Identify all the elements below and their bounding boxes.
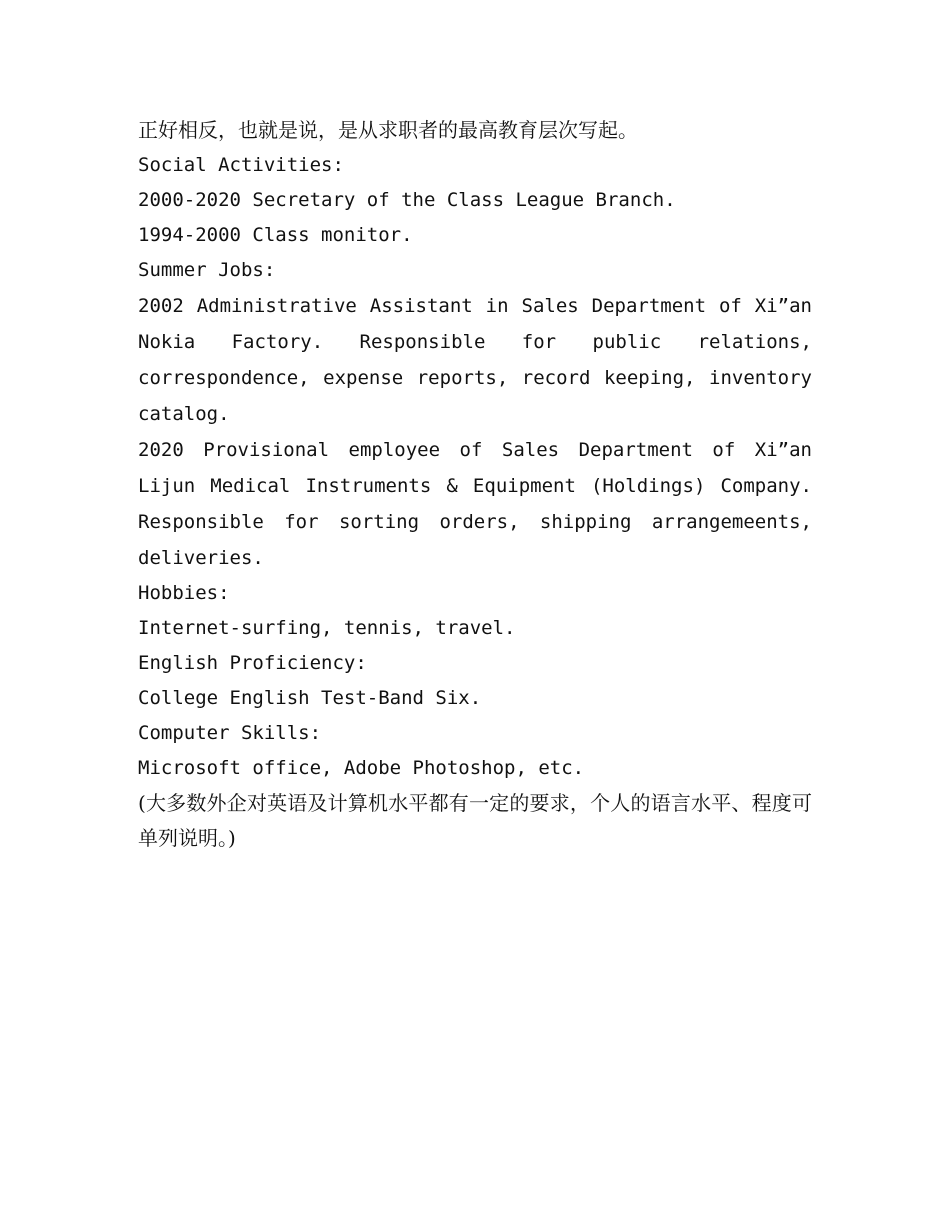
hobbies-heading: Hobbies: bbox=[138, 582, 230, 604]
hobbies-text: Internet-surfing, tennis, travel. bbox=[138, 617, 516, 639]
social-activity-item: 1994-2000 Class monitor. bbox=[138, 224, 413, 246]
intro-text: 正好相反，也就是说，是从求职者的最高教育层次写起。 bbox=[138, 118, 638, 142]
computer-skills-text: Microsoft office, Adobe Photoshop, etc. bbox=[138, 757, 585, 779]
language-note: (大多数外企对英语及计算机水平都有一定的要求，个人的语言水平、程度可单列说明。) bbox=[138, 791, 812, 850]
summer-job-item: 2020 Provisional employee of Sales Department of Xi”an Lijun Medical Instruments & Equipment (Holdings) Company. Responsible for sorting orders, shipping arrangemeents, deliveries. bbox=[138, 439, 812, 569]
english-proficiency-heading: English Proficiency: bbox=[138, 652, 367, 674]
summer-jobs-heading: Summer Jobs: bbox=[138, 259, 276, 281]
summer-job-item: 2002 Administrative Assistant in Sales Department of Xi”an Nokia Factory. Responsible for public relations, correspondence, expense reports, record keeping, inventory catalog. bbox=[138, 295, 812, 425]
document-body bbox=[138, 113, 812, 856]
computer-skills-heading: Computer Skills: bbox=[138, 722, 322, 744]
social-activity-item: 2000-2020 Secretary of the Class League Branch. bbox=[138, 189, 676, 211]
social-activities-heading: Social Activities: bbox=[138, 154, 344, 176]
english-proficiency-text: College English Test-Band Six. bbox=[138, 687, 482, 709]
